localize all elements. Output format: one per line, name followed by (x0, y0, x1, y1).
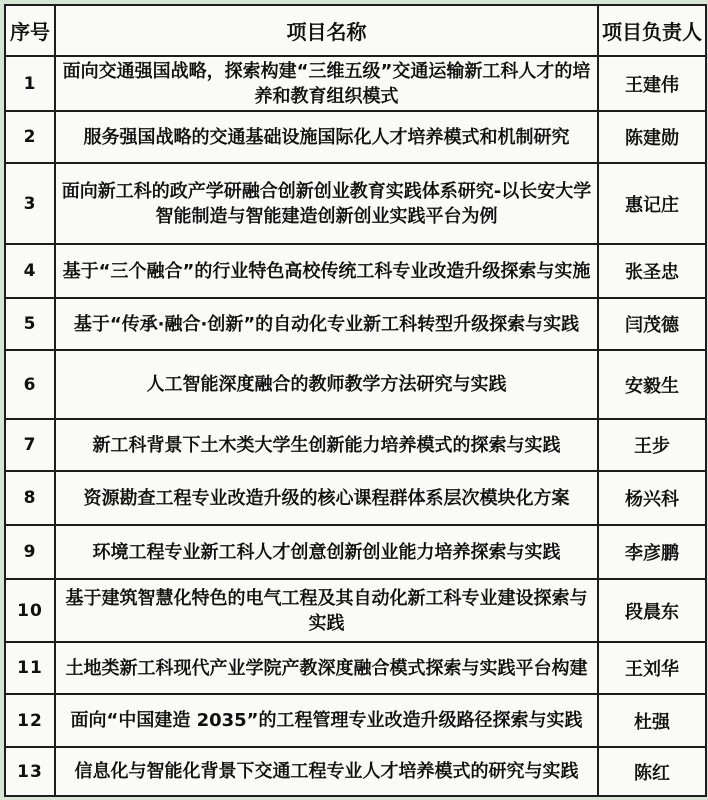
project-name: 环境工程专业新工科人才创意创新创业能力培养探索与实践 (55, 525, 598, 579)
header-row (5, 5, 706, 56)
row-number: 7 (5, 419, 55, 471)
row-number: 4 (5, 244, 55, 298)
table-row (5, 419, 706, 471)
project-name: 基于建筑智慧化特色的电气工程及其自动化新工科专业建设探索与实践 (55, 579, 598, 642)
table-row (5, 642, 706, 694)
row-number: 9 (5, 525, 55, 579)
row-number: 1 (5, 56, 55, 111)
row-number: 12 (5, 694, 55, 747)
project-table (4, 4, 707, 797)
project-name: 信息化与智能化背景下交通工程专业人才培养模式的研究与实践 (55, 747, 598, 796)
project-name: 新工科背景下土木类大学生创新能力培养模式的探索与实践 (55, 419, 598, 471)
project-leader: 王步 (598, 419, 706, 471)
project-name: 面向“中国建造 2035”的工程管理专业改造升级路径探索与实践 (55, 694, 598, 747)
project-name: 人工智能深度融合的教师教学方法研究与实践 (55, 350, 598, 419)
project-leader: 陈建勋 (598, 111, 706, 163)
project-name: 基于“三个融合”的行业特色高校传统工科专业改造升级探索与实施 (55, 244, 598, 298)
table-row (5, 525, 706, 579)
row-number: 3 (5, 163, 55, 244)
table-row (5, 747, 706, 796)
column-header-number: 序号 (5, 5, 55, 56)
table-row (5, 244, 706, 298)
table-row (5, 298, 706, 350)
project-leader: 王建伟 (598, 56, 706, 111)
column-header-leader: 项目负责人 (598, 5, 706, 56)
project-name: 资源勘查工程专业改造升级的核心课程群体系层次模块化方案 (55, 471, 598, 525)
project-name: 土地类新工科现代产业学院产教深度融合模式探索与实践平台构建 (55, 642, 598, 694)
project-leader: 陈红 (598, 747, 706, 796)
column-header-project-name: 项目名称 (55, 5, 598, 56)
row-number: 5 (5, 298, 55, 350)
table-row (5, 471, 706, 525)
project-leader: 杨兴科 (598, 471, 706, 525)
row-number: 10 (5, 579, 55, 642)
project-leader: 段晨东 (598, 579, 706, 642)
project-leader: 杜强 (598, 694, 706, 747)
project-leader: 张圣忠 (598, 244, 706, 298)
project-name: 面向新工科的政产学研融合创新创业教育实践体系研究-以长安大学智能制造与智能建造创新创业实践平台为例 (55, 163, 598, 244)
project-leader: 闫茂德 (598, 298, 706, 350)
project-leader: 李彦鹏 (598, 525, 706, 579)
row-number: 8 (5, 471, 55, 525)
row-number: 13 (5, 747, 55, 796)
row-number: 6 (5, 350, 55, 419)
project-leader: 惠记庄 (598, 163, 706, 244)
row-number: 2 (5, 111, 55, 163)
project-leader: 王刘华 (598, 642, 706, 694)
row-number: 11 (5, 642, 55, 694)
project-name: 基于“传承·融合·创新”的自动化专业新工科转型升级探索与实践 (55, 298, 598, 350)
project-name: 服务强国战略的交通基础设施国际化人才培养模式和机制研究 (55, 111, 598, 163)
project-leader: 安毅生 (598, 350, 706, 419)
table-row (5, 163, 706, 244)
project-name: 面向交通强国战略，探索构建“三维五级”交通运输新工科人才的培养和教育组织模式 (55, 56, 598, 111)
table-row (5, 694, 706, 747)
table-row (5, 350, 706, 419)
table-row (5, 579, 706, 642)
table-row (5, 56, 706, 111)
table-row (5, 111, 706, 163)
